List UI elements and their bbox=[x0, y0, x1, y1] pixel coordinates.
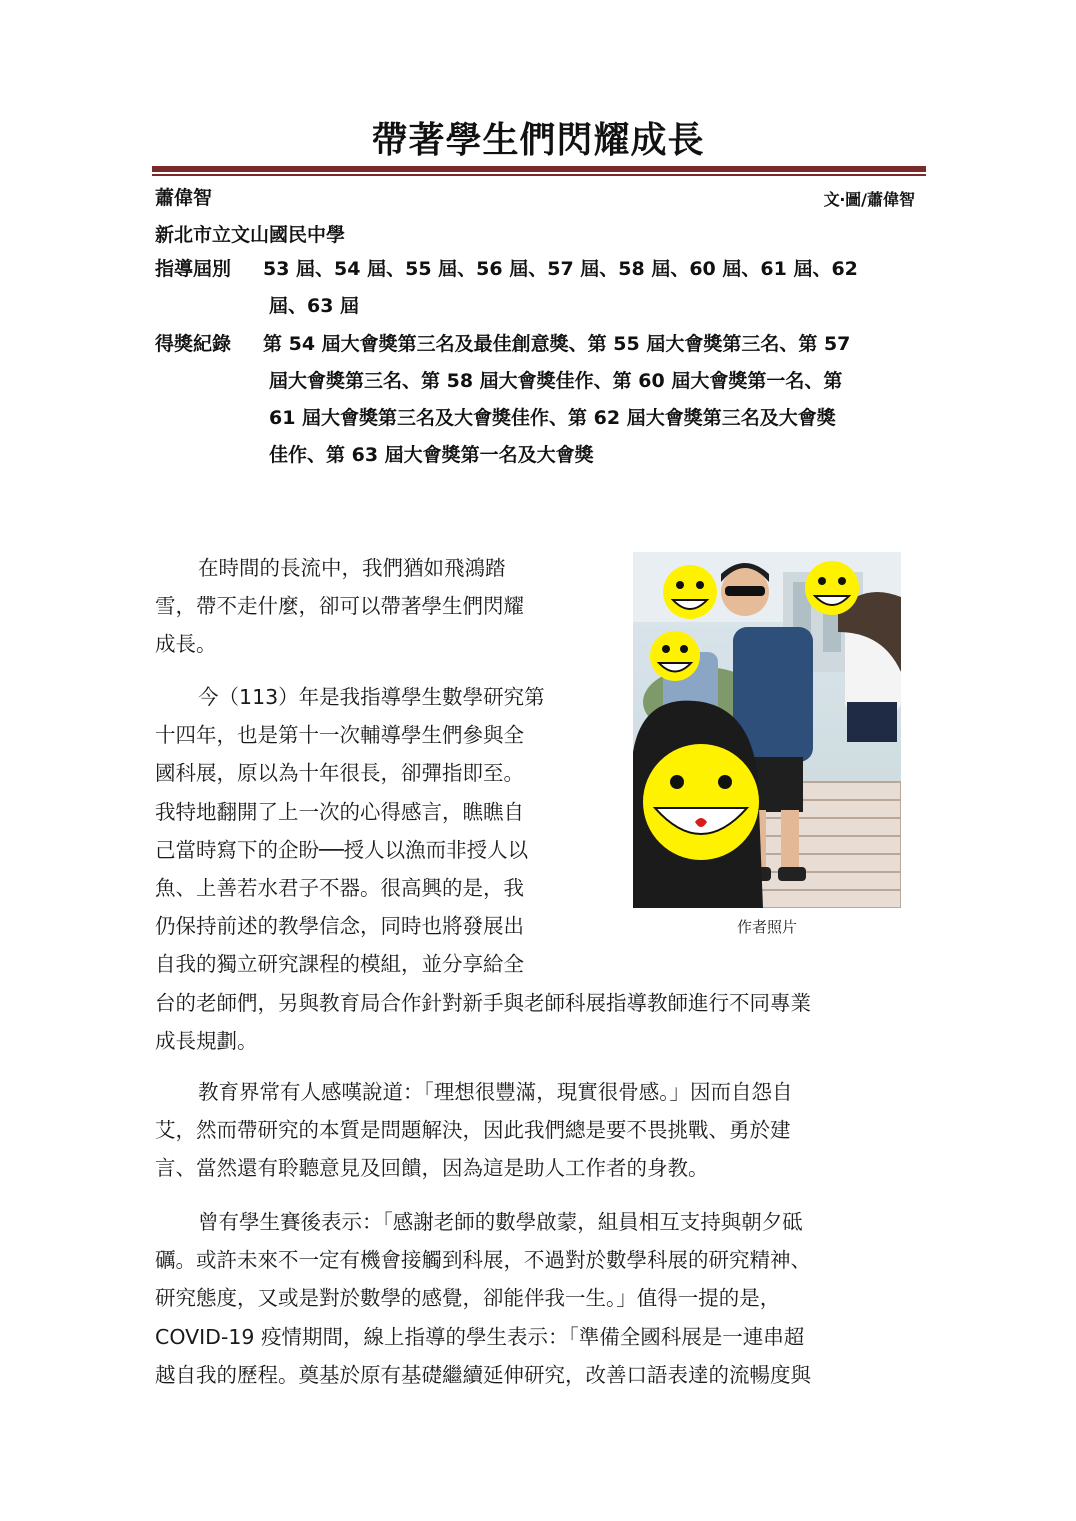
text-line: COVID-19 疫情期間，線上指導的學生表示：「準備全國科展是一連串超 bbox=[155, 1324, 805, 1349]
awards-value bbox=[263, 326, 915, 474]
paragraph-4 bbox=[155, 1203, 915, 1394]
text-line: 台的老師們，另與教育局合作針對新手與老師科展指導教師進行不同專業 bbox=[155, 990, 811, 1015]
text-line: 言、當然還有聆聽意見及回饋，因為這是助人工作者的身教。 bbox=[155, 1156, 709, 1181]
text-line: 國科展，原以為十年很長，卻彈指即至。 bbox=[155, 761, 524, 786]
text-line: 研究態度，又或是對於數學的感覺，卻能伴我一生。」值得一提的是， bbox=[155, 1286, 781, 1311]
guidance-label: 指導屆別 bbox=[155, 258, 232, 280]
text-line: 曾有學生賽後表示：「感謝老師的數學啟蒙，組員相互支持與朝夕砥 bbox=[198, 1210, 803, 1234]
awards-label: 得獎紀錄 bbox=[155, 333, 232, 355]
text-line: 仍保持前述的教學信念，同時也將發展出 bbox=[155, 914, 524, 939]
guidance-value bbox=[263, 251, 915, 325]
text-line: 魚、上善若水君子不器。很高興的是，我 bbox=[155, 876, 524, 901]
school-name: 新北市立文山國民中學 bbox=[155, 224, 346, 246]
smiley-face-icon bbox=[643, 744, 759, 860]
text-line: 艾，然而帶研究的本質是問題解決，因此我們總是要不畏挑戰、勇於建 bbox=[155, 1118, 791, 1143]
title-rule-thin bbox=[152, 174, 926, 176]
paragraph-1 bbox=[155, 549, 595, 664]
smiley-face-icon bbox=[650, 631, 700, 681]
text-line: 我特地翻開了上一次的心得感言，瞧瞧自 bbox=[155, 799, 524, 824]
text-line: 成長規劃。 bbox=[155, 1028, 258, 1053]
text-line: 己當時寫下的企盼──授人以漁而非授人以 bbox=[155, 837, 529, 862]
paragraph-3 bbox=[155, 1073, 915, 1188]
awards-line: 佳作、第 63 屆大會獎第一名及大會獎 bbox=[269, 444, 594, 466]
awards-line: 屆大會獎第三名、第 58 屆大會獎佳作、第 60 屆大會獎第一名、第 bbox=[269, 370, 843, 392]
awards-line: 61 屆大會獎第三名及大會獎佳作、第 62 屆大會獎第三名及大會獎 bbox=[269, 407, 836, 429]
guidance-line: 屆、63 屆 bbox=[269, 295, 360, 317]
awards-line: 第 54 屆大會獎第三名及最佳創意獎、第 55 屆大會獎第三名、第 57 bbox=[263, 333, 851, 355]
text-line: 今（113）年是我指導學生數學研究第 bbox=[198, 685, 545, 709]
smiley-face-icon bbox=[663, 565, 717, 619]
title-rule bbox=[152, 166, 926, 172]
text-line: 十四年，也是第十一次輔導學生們參與全 bbox=[155, 723, 524, 748]
credit-line: 文‧圖/蕭偉智 bbox=[823, 190, 915, 209]
guidance-line: 53 屆、54 屆、55 屆、56 屆、57 屆、58 屆、60 屆、61 屆、62 bbox=[263, 258, 858, 280]
text-line: 自我的獨立研究課程的模組，並分享給全 bbox=[155, 952, 524, 977]
text-line: 成長。 bbox=[155, 632, 217, 657]
awards-row bbox=[155, 326, 915, 476]
text-line: 在時間的長流中，我們猶如飛鴻踏 bbox=[198, 556, 506, 580]
page-title: 帶著學生們閃耀成長 bbox=[371, 120, 705, 161]
photo-caption: 作者照片 bbox=[736, 918, 797, 936]
text-line: 越自我的歷程。奠基於原有基礎繼續延伸研究，改善口語表達的流暢度與 bbox=[155, 1362, 811, 1387]
guidance-row bbox=[155, 251, 915, 325]
text-line: 教育界常有人感嘆說道：「理想很豐滿，現實很骨感。」因而自怨自 bbox=[198, 1080, 793, 1104]
smiley-face-icon bbox=[805, 561, 859, 615]
text-line: 雪，帶不走什麼，卻可以帶著學生們閃耀 bbox=[155, 594, 524, 619]
author-photo bbox=[633, 552, 901, 908]
author-name: 蕭偉智 bbox=[155, 187, 213, 209]
photo-illustration bbox=[633, 552, 901, 908]
text-line: 礪。或許未來不一定有機會接觸到科展，不過對於數學科展的研究精神、 bbox=[155, 1248, 811, 1273]
